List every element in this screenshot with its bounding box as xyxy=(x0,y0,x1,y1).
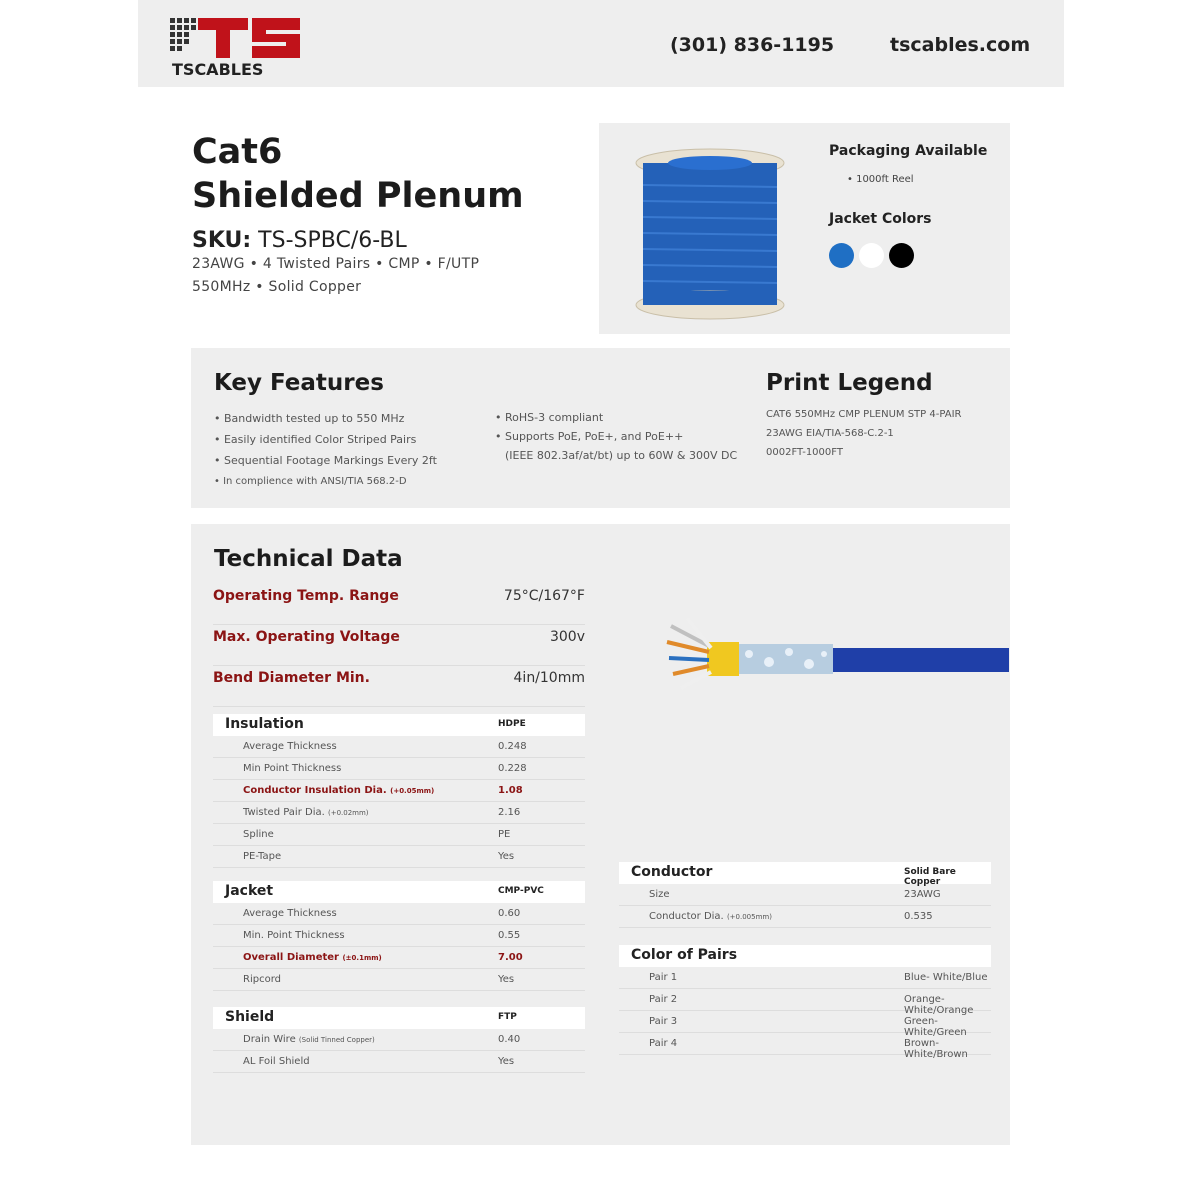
spec-label: Operating Temp. Range xyxy=(213,588,399,604)
feature-item: • Bandwidth tested up to 550 MHz xyxy=(214,412,405,425)
group-label: Jacket xyxy=(225,883,274,899)
key-features-heading: Key Features xyxy=(214,370,384,396)
product-title-line2: Shielded Plenum xyxy=(192,176,524,216)
spec-table-label xyxy=(243,952,382,963)
spec-table-value: 0.55 xyxy=(498,930,521,941)
key-features-col2 xyxy=(495,408,765,465)
spec-table-label-text: Min Point Thickness xyxy=(243,763,342,774)
spec-table-label xyxy=(243,741,337,752)
spec-table-value: 0.60 xyxy=(498,908,521,919)
group-value: FTP xyxy=(498,1012,517,1022)
print-legend-text xyxy=(766,405,1006,462)
spec-table-label xyxy=(649,1016,677,1027)
spec-table-label xyxy=(243,851,281,862)
sku xyxy=(192,228,592,253)
spec-table-value: Yes xyxy=(498,1056,515,1067)
spec-table-label xyxy=(649,1038,677,1049)
spec-line-1: 23AWG • 4 Twisted Pairs • CMP • F/UTP xyxy=(192,256,480,272)
spec-table-label xyxy=(243,763,341,774)
spec-table-label xyxy=(649,889,670,900)
spec-table-label-text: Conductor Dia. xyxy=(649,911,724,922)
group-label: Insulation xyxy=(225,716,304,732)
spec-table-label xyxy=(243,908,337,919)
conductor-group xyxy=(619,862,991,928)
insulation-group xyxy=(213,714,585,868)
technical-data-heading: Technical Data xyxy=(214,546,403,572)
key-features-panel xyxy=(191,348,1010,508)
packaging-item: • 1000ft Reel xyxy=(847,174,914,185)
spec-table-label-text: Ripcord xyxy=(243,974,281,985)
spec-table-value: Green- White/Green xyxy=(904,1016,967,1038)
spec-table-label xyxy=(243,974,281,985)
spec-table-row xyxy=(619,967,991,989)
feature-item: • In complience with ANSI/TIA 568.2-D xyxy=(214,476,407,487)
spec-table-value: Blue- White/Blue xyxy=(904,972,988,983)
legend-line: 0002FT-1000FT xyxy=(766,447,843,458)
color-of-pairs-group xyxy=(619,945,991,1060)
spec-table-label-text: Average Thickness xyxy=(243,741,337,752)
spec-table-row xyxy=(213,780,585,802)
spec-table-row xyxy=(213,802,585,824)
spec-table-label-note: (+0.02mm) xyxy=(327,809,369,817)
jacket-group xyxy=(213,881,585,991)
sku-label: SKU: xyxy=(192,228,252,253)
jacket-color-swatches xyxy=(829,243,929,271)
spec-table-label-text: Spline xyxy=(243,829,274,840)
spec-table-value: Brown- White/Brown xyxy=(904,1038,968,1060)
packaging-heading: Packaging Available xyxy=(829,143,988,159)
sku-value: TS-SPBC/6-BL xyxy=(258,228,407,253)
spec-table-label-text: Overall Diameter xyxy=(243,952,339,963)
product-packaging-panel xyxy=(599,123,1010,334)
spec-table-value: 2.16 xyxy=(498,807,521,818)
spec-table-value: 0.535 xyxy=(904,911,933,922)
spec-table-label-note: (±0.1mm) xyxy=(342,954,382,962)
spec-table-label xyxy=(243,785,434,796)
spec-table-row xyxy=(213,925,585,947)
spec-table-label-text: Pair 3 xyxy=(649,1016,678,1027)
cable-cross-section-image xyxy=(659,614,1009,694)
spec-table-label xyxy=(243,1056,310,1067)
header-bar xyxy=(138,0,1064,87)
feature-item: • Supports PoE, PoE+, and PoE++ xyxy=(495,430,684,443)
spec-table-label-text: Average Thickness xyxy=(243,908,337,919)
spec-table-label-text: Size xyxy=(649,889,670,900)
svg-text:TSCABLES: TSCABLES xyxy=(172,60,264,78)
jacket-color-swatch xyxy=(889,243,914,268)
spec-table-label-text: Pair 1 xyxy=(649,972,678,983)
spec-table-row xyxy=(619,906,991,928)
group-header xyxy=(213,1007,585,1029)
spec-table-label xyxy=(243,930,345,941)
group-value: HDPE xyxy=(498,719,526,729)
spec-value: 300v xyxy=(549,629,585,645)
feature-item: (IEEE 802.3af/at/bt) up to 60W & 300V DC xyxy=(505,449,738,462)
cable-reel-image xyxy=(635,145,785,323)
print-legend-heading: Print Legend xyxy=(766,370,933,396)
jacket-color-swatch xyxy=(829,243,854,268)
spec-table-value: PE xyxy=(498,829,511,840)
phone-number[interactable]: (301) 836-1195 xyxy=(670,34,835,56)
spec-table-value: Orange- White/Orange xyxy=(904,994,974,1016)
spec-table-label xyxy=(649,911,772,922)
spec-table-row xyxy=(213,824,585,846)
spec-table-value: Yes xyxy=(498,974,515,985)
spec-table-row xyxy=(213,846,585,868)
spec-table-label-text: Conductor Insulation Dia. xyxy=(243,785,387,796)
spec-table-row xyxy=(213,947,585,969)
spec-table-label-text: PE-Tape xyxy=(243,851,282,862)
spec-table-label-text: Min. Point Thickness xyxy=(243,930,345,941)
spec-table-label-text: Twisted Pair Dia. xyxy=(243,807,325,818)
feature-item: • Sequential Footage Markings Every 2ft xyxy=(214,454,437,467)
spec-label: Max. Operating Voltage xyxy=(213,629,400,645)
spec-table-label-text: Drain Wire xyxy=(243,1034,296,1045)
spec-row-voltage xyxy=(213,625,585,666)
spec-line-2: 550MHz • Solid Copper xyxy=(192,279,362,295)
spec-table-value: 1.08 xyxy=(498,785,523,796)
spec-table-label xyxy=(243,807,369,818)
group-label: Shield xyxy=(225,1009,275,1025)
shield-group xyxy=(213,1007,585,1073)
product-title-block xyxy=(192,130,592,299)
spec-row-temp xyxy=(213,584,585,625)
spec-table-label-text: Pair 4 xyxy=(649,1038,678,1049)
spec-table-row xyxy=(619,884,991,906)
group-label: Color of Pairs xyxy=(631,947,738,963)
spec-table-row xyxy=(213,1029,585,1051)
spec-label: Bend Diameter Min. xyxy=(213,670,370,686)
spec-value: 75°C/167°F xyxy=(503,588,585,604)
spec-table-row xyxy=(619,1011,991,1038)
feature-item: • Easily identified Color Striped Pairs xyxy=(214,433,417,446)
spec-table-label xyxy=(649,994,677,1005)
spec-table-row xyxy=(213,1051,585,1073)
group-header xyxy=(619,862,991,887)
product-title-line1: Cat6 xyxy=(192,132,283,172)
group-header xyxy=(213,881,585,903)
group-header xyxy=(619,945,991,967)
spec-table-row xyxy=(213,969,585,991)
spec-table-value: 0.248 xyxy=(498,741,527,752)
spec-table-row xyxy=(619,989,991,1016)
spec-table-label-note: (+0.05mm) xyxy=(390,787,435,795)
group-value: Solid Bare Copper xyxy=(904,867,956,887)
spec-table-row xyxy=(213,736,585,758)
spec-table-label-note: (+0.005mm) xyxy=(726,913,772,921)
group-header xyxy=(213,714,585,736)
spec-table-value: 23AWG xyxy=(904,889,941,900)
spec-table-value: 0.228 xyxy=(498,763,527,774)
technical-data-panel xyxy=(191,524,1010,1145)
spec-table-row xyxy=(213,903,585,925)
group-value: CMP-PVC xyxy=(498,886,544,896)
key-features-col1 xyxy=(214,408,504,492)
jacket-colors-heading: Jacket Colors xyxy=(829,211,932,227)
spec-table-value: Yes xyxy=(498,851,515,862)
group-label: Conductor xyxy=(631,864,713,880)
spec-table-label-text: AL Foil Shield xyxy=(243,1056,310,1067)
spec-table-label xyxy=(243,1034,375,1045)
spec-table-label xyxy=(649,972,677,983)
spec-table-label-note: (Solid Tinned Copper) xyxy=(298,1036,375,1044)
spec-table-label-text: Pair 2 xyxy=(649,994,678,1005)
spec-row-bend xyxy=(213,666,585,707)
tscables-logo xyxy=(168,14,308,78)
spec-value: 4in/10mm xyxy=(513,670,585,686)
jacket-color-swatch xyxy=(859,243,884,268)
spec-table-value: 7.00 xyxy=(498,952,523,963)
legend-line: 23AWG EIA/TIA-568-C.2-1 xyxy=(766,428,894,439)
website-link[interactable]: tscables.com xyxy=(890,34,1031,56)
spec-table-row xyxy=(213,758,585,780)
legend-line: CAT6 550MHz CMP PLENUM STP 4-PAIR xyxy=(766,409,962,420)
feature-item: • RoHS-3 compliant xyxy=(495,411,604,424)
spec-table-value: 0.40 xyxy=(498,1034,521,1045)
spec-table-row xyxy=(619,1033,991,1060)
spec-table-label xyxy=(243,829,274,840)
